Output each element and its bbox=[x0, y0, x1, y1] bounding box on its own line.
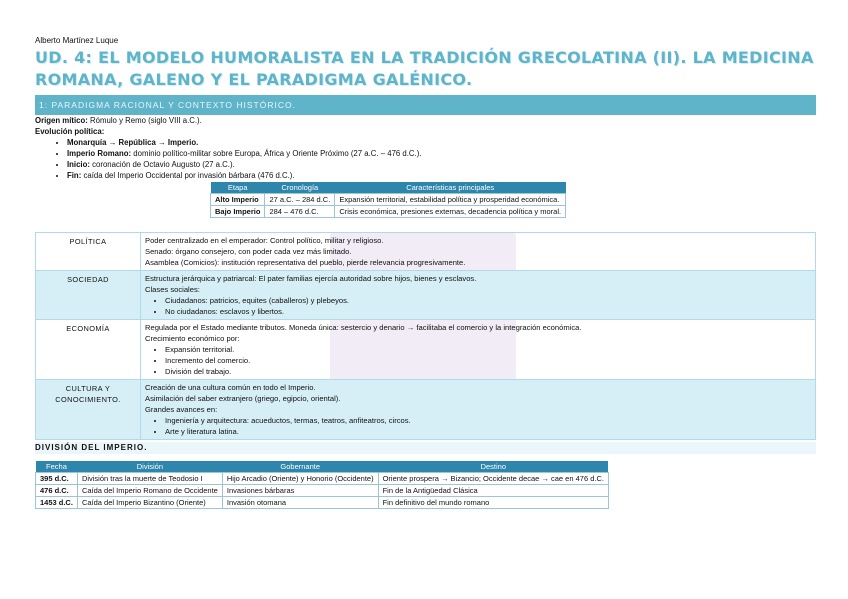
title-line-2: ROMANA, GALENO Y EL PARADIGMA GALÉNICO. bbox=[35, 70, 473, 89]
category-label: POLÍTICA bbox=[36, 233, 141, 271]
section-heading: 1: PARADIGMA RACIONAL Y CONTEXTO HISTÓRICO. bbox=[35, 95, 816, 115]
content-line: Senado: órgano consejero, con poder cada vez más limitado. bbox=[145, 247, 352, 256]
table-row-cultura bbox=[36, 380, 816, 440]
list-item: • Inicio: coronación de Octavio Augusto (27 a.C.). bbox=[67, 159, 816, 170]
table-row bbox=[211, 206, 566, 218]
table-row bbox=[36, 497, 609, 509]
author: Alberto Martínez Luque bbox=[35, 36, 119, 45]
content-line: Clases sociales: bbox=[145, 285, 200, 294]
table-cell: Hijo Arcadio (Oriente) y Honorio (Occidente) bbox=[222, 473, 378, 485]
document-page bbox=[35, 36, 816, 509]
content-line: Regulada por el Estado mediante tributos. Moneda única: sestercio y denario → facilitaba el comercio y la integración económica. bbox=[145, 323, 582, 332]
title-line-1: UD. 4: EL MODELO HUMORALISTA EN LA TRADICIÓN GRECOLATINA (II). LA MEDICINA bbox=[35, 48, 814, 67]
table-cell: Caída del Imperio Romano de Occidente bbox=[77, 485, 222, 497]
table-cell: Caída del Imperio Bizantino (Oriente) bbox=[77, 497, 222, 509]
table-row bbox=[211, 194, 566, 206]
origen-line bbox=[35, 115, 816, 126]
table-cell: 476 d.C. bbox=[36, 485, 78, 497]
table-cell: Expansión territorial, estabilidad política y prosperidad económica. bbox=[335, 194, 566, 206]
document-title bbox=[35, 47, 816, 91]
category-label bbox=[36, 380, 141, 440]
table-header-row bbox=[211, 182, 566, 194]
table-header: Etapa bbox=[211, 182, 265, 194]
table-header: Gobernante bbox=[222, 461, 378, 473]
category-label: ECONOMÍA bbox=[36, 320, 141, 380]
category-label: SOCIEDAD bbox=[36, 271, 141, 320]
table-header: Fecha bbox=[36, 461, 78, 473]
table-cell: Alto Imperio bbox=[211, 194, 265, 206]
table-cell: División tras la muerte de Teodosio I bbox=[77, 473, 222, 485]
category-content bbox=[141, 271, 816, 320]
table-cell: 1453 d.C. bbox=[36, 497, 78, 509]
category-label-line: CULTURA Y bbox=[65, 384, 111, 393]
etapas-table bbox=[210, 182, 566, 218]
list-item: • No ciudadanos: esclavos y libertos. bbox=[165, 306, 811, 317]
category-content bbox=[141, 380, 816, 440]
category-content bbox=[141, 233, 816, 271]
list-item: • Expansión territorial. bbox=[165, 344, 811, 355]
table-cell: Fin definitivo del mundo romano bbox=[378, 497, 608, 509]
bullet-list bbox=[145, 295, 811, 317]
table-cell: Invasión otomana bbox=[222, 497, 378, 509]
division-heading: DIVISIÓN DEL IMPERIO. bbox=[35, 442, 816, 454]
origen-label: Origen mítico: bbox=[35, 116, 88, 125]
list-item: • División del trabajo. bbox=[165, 366, 811, 377]
table-cell: Fin de la Antigüedad Clásica bbox=[378, 485, 608, 497]
table-cell: Bajo Imperio bbox=[211, 206, 265, 218]
table-cell: 27 a.C. – 284 d.C. bbox=[265, 194, 335, 206]
table-cell: Oriente prospera → Bizancio; Occidente decae → cae en 476 d.C. bbox=[378, 473, 608, 485]
content-line: Poder centralizado en el emperador: Control político, militar y religioso. bbox=[145, 236, 384, 245]
content-line: Crecimiento económico por: bbox=[145, 334, 240, 343]
list-item: • Imperio Romano: dominio político-militar sobre Europa, África y Oriente Próximo (27 a.C. – 476 d.C.). bbox=[67, 148, 816, 159]
bullet-list bbox=[145, 415, 811, 437]
content-line: Asamblea (Comicios): institución representativa del pueblo, pierde relevancia progresivamente. bbox=[145, 258, 466, 267]
origen-text: Rómulo y Remo (siglo VIII a.C.). bbox=[90, 116, 202, 125]
table-row bbox=[36, 485, 609, 497]
division-table bbox=[35, 461, 609, 509]
list-item: • Ingeniería y arquitectura: acueductos, termas, teatros, anfiteatros, circos. bbox=[165, 415, 811, 426]
table-header-row bbox=[36, 461, 609, 473]
table-cell: Invasiones bárbaras bbox=[222, 485, 378, 497]
list-item: • Arte y literatura latina. bbox=[165, 426, 811, 437]
evolucion-list bbox=[35, 137, 816, 181]
table-cell: 284 – 476 d.C. bbox=[265, 206, 335, 218]
list-item: • Incremento del comercio. bbox=[165, 355, 811, 366]
content-line: Asimilación del saber extranjero (griego, egipcio, oriental). bbox=[145, 394, 341, 403]
category-label-line: CONOCIMIENTO. bbox=[55, 395, 121, 404]
table-cell: Crisis económica, presiones externas, decadencia política y moral. bbox=[335, 206, 566, 218]
table-header: Cronología bbox=[265, 182, 335, 194]
list-item: • Ciudadanos: patricios, equites (caballeros) y plebeyos. bbox=[165, 295, 811, 306]
context-table bbox=[35, 232, 816, 440]
table-cell: 395 d.C. bbox=[36, 473, 78, 485]
table-row-politica bbox=[36, 233, 816, 271]
list-item: • Fin: caída del Imperio Occidental por invasión bárbara (476 d.C.). bbox=[67, 170, 816, 181]
list-item: • Monarquía → República → Imperio. bbox=[67, 137, 816, 148]
content-line: Grandes avances en: bbox=[145, 405, 218, 414]
table-row bbox=[36, 473, 609, 485]
content-line: Estructura jerárquica y patriarcal: El pater familias ejercía autoridad sobre hijos, bienes y esclavos. bbox=[145, 274, 477, 283]
table-header: Características principales bbox=[335, 182, 566, 194]
category-content bbox=[141, 320, 816, 380]
table-row-economia bbox=[36, 320, 816, 380]
content-line: Creación de una cultura común en todo el Imperio. bbox=[145, 383, 316, 392]
evolucion-label: Evolución política: bbox=[35, 127, 105, 136]
table-header: Destino bbox=[378, 461, 608, 473]
bullet-list bbox=[145, 344, 811, 377]
table-row-sociedad bbox=[36, 271, 816, 320]
table-header: División bbox=[77, 461, 222, 473]
